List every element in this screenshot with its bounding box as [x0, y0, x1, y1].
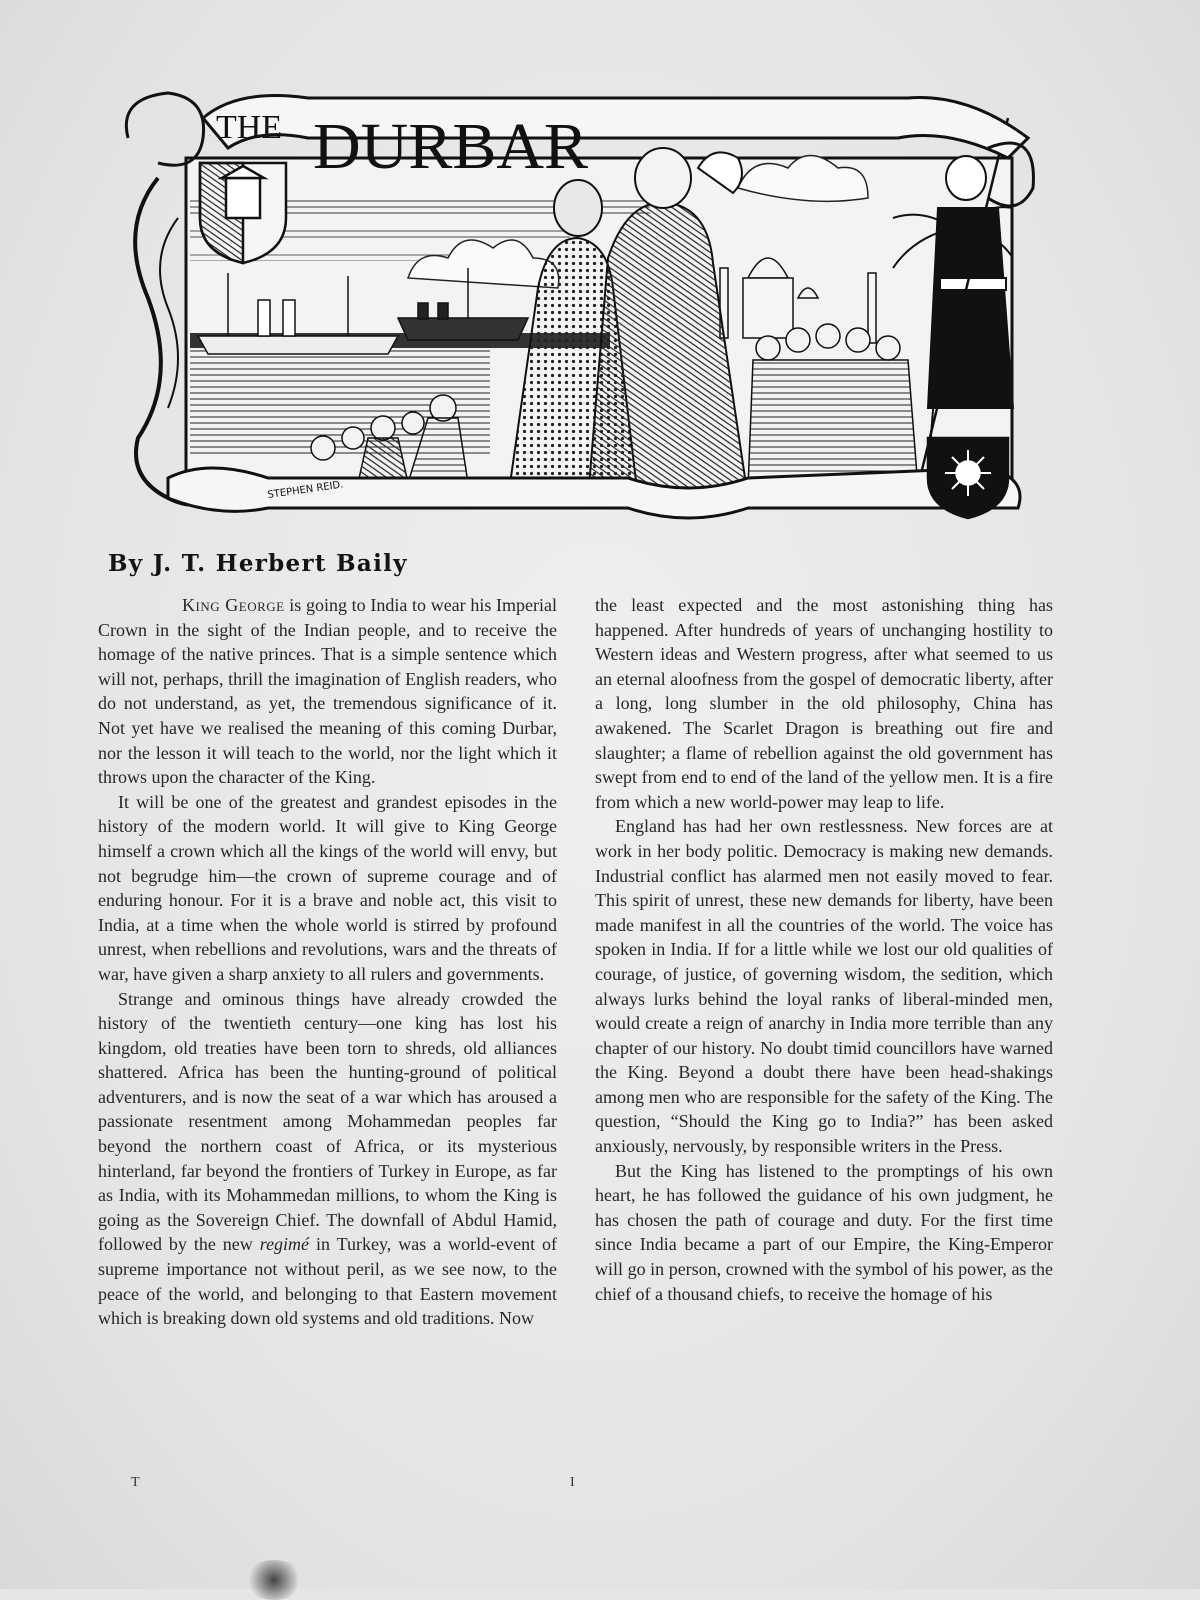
title-durbar: DURBAR: [313, 110, 589, 183]
scroll-curl-left: [126, 93, 203, 165]
paragraph: But the King has listened to the promptings of his own heart, he has followed the guidance of his own judgment, he has chosen the path of courage and duty. For the first time since India became a part of our Empire, the King-Emperor will go in person, crowned with the symbol of his power, as the chief of a thousand chiefs, to receive the homage of his: [595, 1160, 1053, 1304]
paragraph-text: is going to India to wear his Imperial Crown in the sight of the Indian people, and to receive the homage of the native princes. That is a simple sentence which will not, perhaps, thrill the imagination of English readers, who do not understand, as yet, the tremendous significance of it. Not yet have we realised the meaning of this coming Durbar, nor the lesson it will teach to the world, nor the light which it throws upon the character of the King.: [98, 595, 557, 788]
left-scrollwork: [160, 218, 178, 408]
artist-signature: STEPHEN REID.: [266, 479, 345, 501]
paragraph: It will be one of the greatest and grandest episodes in the history of the modern world. It will give to King George himself a crown which all the kings of the world will envy, but not begrudge him—the crown of supreme courage and of enduring honour. For it is a brave and noble act, this visit to India, at a time when the whole world is stirred by profound unrest, when rebellions and revolutions, wars and the threats of war, have given a sharp anxiety to all rulers and governments.: [98, 791, 557, 984]
paragraph: [98, 987, 557, 1331]
signature-mark: T: [131, 1475, 140, 1490]
title-the: THE: [216, 109, 283, 146]
paragraph: England has had her own restlessness. New forces are at work in her body politic. Democracy is making new demands. Industrial conflict has alarmed men not easily moved to fear. This spirit of unrest, these new demands for liberty, have been made manifest in all the countries of the world. The voice has spoken in India. If for a little while we lost our old qualities of courage, of justice, of governing wisdom, the sedition, which always lurks behind the loyal ranks of liberal-minded men, would create a reign of anarchy in India more terrible than any chapter of our history. No doubt timid councillors have warned the King. Beyond a doubt there have been head-shakings among men who are responsible for the safety of the King. The question, “Should the King go to India?” has been asked anxiously, nervously, by responsible writers in the Press.: [595, 816, 1053, 1157]
paragraph-text: in Turkey, was a world-event of supreme importance not without peril, as we see now, to the peace of the world, and belonging to that Eastern movement which is breaking down old systems and old traditions. Now: [98, 1234, 558, 1329]
article-column-left: [98, 593, 557, 1331]
paragraph-continued: the least expected and the most astonishing thing has happened. After hundreds of years of unchanging hostility to Western ideas and Western progress, after what seemed to us an eternal aloofness from the gospel of democratic liberty, after a long, long slumber in the old philosophy, China has awakened. The Scarlet Dragon is breathing out fire and slaughter; a flame of rebellion against the old government has swept from end to end of the land of the yellow men. It is a fire from which a new world-power may leap to life.: [595, 595, 1053, 812]
italic-word: regimé: [259, 1234, 310, 1255]
paragraph: [98, 593, 557, 790]
page-number: I: [570, 1475, 575, 1490]
star-shield: [928, 438, 1008, 518]
shield-emblem: [200, 163, 286, 263]
article-column-right: [595, 593, 1053, 1306]
durbar-header-illustration: [108, 78, 1050, 538]
illustration-svg: [108, 78, 1050, 538]
paragraph-text: Strange and ominous things have already crowded the history of the twentieth century—one king has lost his kingdom, old treaties have been torn to shreds, old alliances shattered. Africa has been the hunting-ground of political adventurers, and is now the seat of a war which has aroused a passionate resentment among Mohammedan peoples far beyond the northern coast of Africa, or its mysterious hinterland, far beyond the frontiers of Turkey in Europe, as far as India, with its Mohammedan millions, to whom the King is going as the Sovereign Chief. The downfall of Abdul Hamid, followed by the new: [98, 988, 557, 1255]
king-george-smallcaps: King George: [182, 595, 285, 615]
byline: By J. T. Herbert Baily: [108, 550, 408, 577]
thumb-smudge: [244, 1560, 304, 1600]
